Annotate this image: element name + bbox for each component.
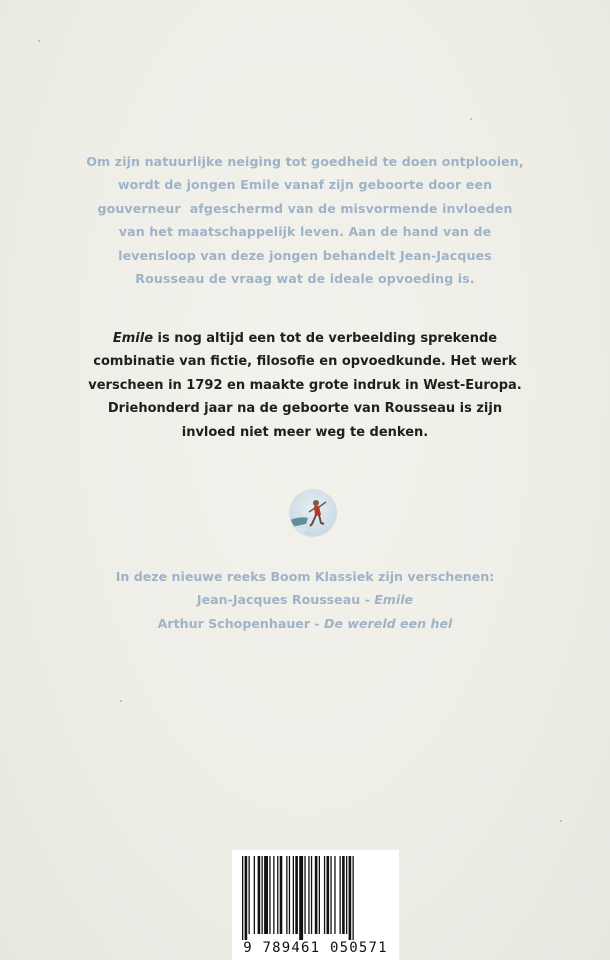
series-list	[60, 565, 550, 635]
barcode-bar	[304, 856, 305, 934]
isbn-barcode	[232, 850, 399, 960]
series-intro: In deze nieuwe reeks Boom Klassiek zijn verschenen:	[115, 569, 495, 584]
barcode-bar	[295, 856, 298, 934]
barcode-bar	[258, 856, 261, 934]
barcode-bar	[280, 856, 283, 934]
barcode-bar	[315, 856, 318, 934]
blurb-line: wordt de jongen Emile vanaf zijn geboorte door een	[117, 177, 493, 193]
barcode-bar	[327, 856, 330, 934]
barcode-bar	[245, 856, 248, 940]
blurb-line: Rousseau de vraag wat de ideale opvoeding is.	[135, 271, 475, 287]
series-item-author: Jean-Jacques Rousseau -	[196, 592, 375, 608]
paper-speck	[38, 40, 40, 42]
barcode-bar	[308, 856, 309, 934]
barcode-bar	[286, 856, 287, 934]
barcode-bar	[334, 856, 335, 934]
barcode-bars	[238, 856, 393, 940]
paper-speck	[470, 118, 472, 120]
summary-line	[60, 327, 550, 350]
barcode-bar	[353, 856, 354, 940]
barcode-bar	[346, 856, 347, 934]
barcode-bar	[299, 856, 303, 940]
barcode-bar	[249, 856, 250, 934]
barcode-bar	[349, 856, 352, 940]
barcode-bar	[269, 856, 270, 934]
book-title-italic: Emile	[112, 331, 154, 346]
barcode-bar	[342, 856, 345, 934]
summary-line: invloed niet meer weg te denken.	[181, 424, 429, 440]
summary-paragraph	[60, 327, 550, 444]
blurb-line: levensloop van deze jongen behandelt Jean-Jacques	[118, 247, 492, 263]
barcode-bar	[311, 856, 312, 934]
barcode-bar	[340, 856, 341, 934]
isbn-digits: 9 789461 050571	[243, 940, 388, 956]
barcode-bar	[277, 856, 278, 934]
barcode-bar	[293, 856, 294, 934]
series-item	[60, 612, 550, 635]
series-item	[60, 588, 550, 611]
summary-line: combinatie van fictie, filosofie en opvoedkunde. Het werk	[93, 354, 517, 370]
series-item-title: De wereld een hel	[324, 615, 453, 631]
barcode-bar	[264, 856, 268, 934]
barcode-bar	[242, 856, 243, 940]
paper-speck	[560, 820, 562, 822]
barcode-bar	[330, 856, 331, 934]
summary-line-rest: is nog altijd een tot de verbeelding sprekende	[153, 331, 498, 346]
boom-klassiek-figure-logo	[290, 490, 336, 536]
barcode-bar	[273, 856, 274, 934]
blurb-paragraph	[60, 150, 550, 290]
summary-line: Driehonderd jaar na de geboorte van Rousseau is zijn	[107, 401, 503, 417]
barcode-bar	[254, 856, 255, 934]
blurb-line: Om zijn natuurlijke neiging tot goedheid te doen ontplooien,	[86, 154, 524, 169]
blurb-line: gouverneur afgeschermd van de misvormende invloeden	[97, 200, 513, 216]
paper-speck	[120, 700, 122, 702]
blurb-line: van het maatschappelijk leven. Aan de hand van de	[118, 224, 492, 240]
barcode-bar	[262, 856, 263, 934]
series-item-title: Emile	[374, 592, 414, 608]
barcode-bar	[289, 856, 290, 934]
barcode-bar	[324, 856, 325, 934]
barcode-bar	[319, 856, 320, 934]
summary-line: verscheen in 1792 en maakte grote indruk in West-Europa.	[88, 377, 522, 393]
series-item-author: Arthur Schopenhauer -	[157, 615, 325, 631]
figure-logo-drawing	[290, 490, 336, 536]
